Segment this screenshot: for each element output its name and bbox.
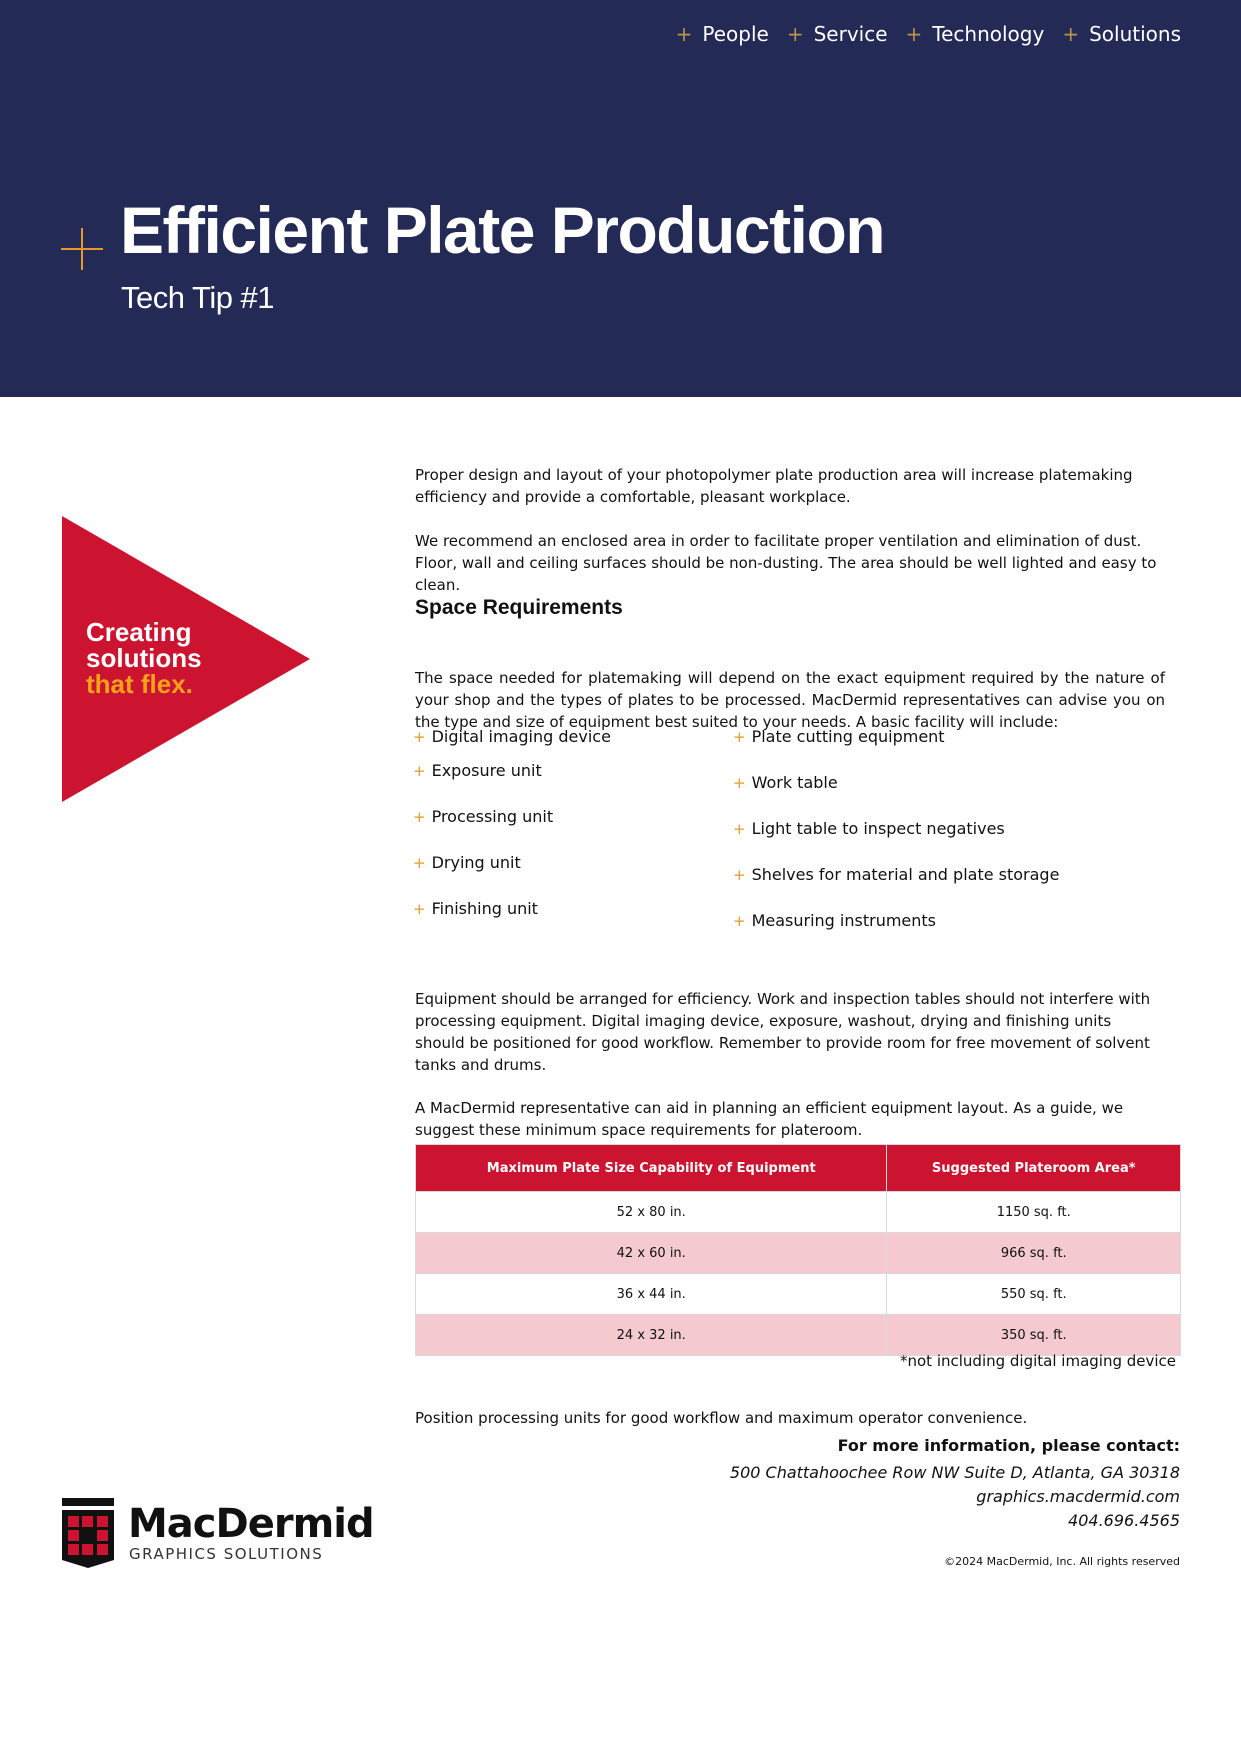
table-row: [416, 1274, 1181, 1315]
contact-phone[interactable]: 404.696.4565: [1068, 1511, 1180, 1530]
plus-icon: +: [413, 728, 426, 746]
section-heading: Space Requirements: [415, 596, 623, 619]
contact-website[interactable]: graphics.macdermid.com: [976, 1487, 1180, 1506]
table-footnote: *not including digital imaging device: [900, 1352, 1177, 1370]
plus-icon: +: [413, 900, 426, 918]
logo-wordmark: MacDermid: [128, 1501, 374, 1547]
list-item: + Exposure unit: [413, 761, 542, 780]
tagline-line-3: that flex.: [86, 669, 193, 699]
table-header: Suggested Plateroom Area*: [887, 1145, 1181, 1192]
plus-icon: +: [413, 808, 426, 826]
list-item: + Digital imaging device: [413, 727, 611, 746]
copyright-notice: ©2024 MacDermid, Inc. All rights reserved: [944, 1555, 1180, 1568]
contact-heading: For more information, please contact:: [837, 1436, 1180, 1455]
list-item: + Measuring instruments: [733, 911, 937, 930]
plus-icon: +: [733, 866, 746, 884]
plus-icon: +: [733, 820, 746, 838]
table-cell: 42 x 60 in.: [416, 1233, 887, 1274]
list-item: + Shelves for material and plate storage: [733, 865, 1060, 884]
table-cell: 966 sq. ft.: [887, 1233, 1181, 1274]
title-plus-icon: [61, 228, 103, 270]
nav-item-technology: + Technology: [905, 22, 1045, 46]
closing-paragraph: Position processing units for good workflow and maximum operator convenience.: [415, 1409, 1028, 1427]
plus-icon: +: [786, 22, 804, 46]
plus-icon: +: [733, 774, 746, 792]
macdermid-logo-icon: [62, 1498, 114, 1568]
intro-paragraph-1: Proper design and layout of your photopolymer plate production area will increase platemaking efficiency and provide a comfortable, pleasant workplace.: [415, 466, 1133, 506]
contact-address: 500 Chattahoochee Row NW Suite D, Atlanta, GA 30318: [729, 1463, 1180, 1482]
table-row: [416, 1233, 1181, 1274]
plus-icon: +: [413, 762, 426, 780]
list-item: + Plate cutting equipment: [733, 727, 945, 746]
nav-item-solutions: + Solutions: [1062, 22, 1181, 46]
table-cell: 36 x 44 in.: [416, 1274, 887, 1315]
space-paragraph: The space needed for platemaking will depend on the exact equipment required by the nature of your shop and the types of plates to be processed. MacDermid representatives can advise you on the type and size of equipment best suited to your needs. A basic facility will include:: [415, 669, 1165, 731]
list-item: + Finishing unit: [413, 899, 538, 918]
table-cell: 1150 sq. ft.: [887, 1192, 1181, 1233]
tagline-line-2: solutions: [86, 643, 202, 673]
nav-item-people: + People: [675, 22, 769, 46]
plus-icon: +: [733, 728, 746, 746]
nav-item-service: + Service: [786, 22, 888, 46]
guide-paragraph: A MacDermid representative can aid in planning an efficient equipment layout. As a guide, we suggest these minimum space requirements for plateroom.: [415, 1099, 1124, 1139]
table-row: [416, 1315, 1181, 1356]
intro-paragraph-2: We recommend an enclosed area in order to facilitate proper ventilation and elimination of dust. Floor, wall and ceiling surfaces should be non-dusting. The area should be well lighted and easy to clean.: [415, 532, 1157, 594]
table-cell: 550 sq. ft.: [887, 1274, 1181, 1315]
plus-icon: +: [733, 912, 746, 930]
plus-icon: +: [413, 854, 426, 872]
logo-subtitle: GRAPHICS SOLUTIONS: [129, 1545, 324, 1563]
list-item: + Work table: [733, 773, 838, 792]
table-cell: 24 x 32 in.: [416, 1315, 887, 1356]
table-cell: 52 x 80 in.: [416, 1192, 887, 1233]
table-cell: 350 sq. ft.: [887, 1315, 1181, 1356]
tagline-line-1: Creating: [86, 617, 192, 647]
table-header-row: [416, 1145, 1181, 1192]
equipment-paragraph: Equipment should be arranged for efficiency. Work and inspection tables should not interfere with processing equipment. Digital imaging device, exposure, washout, drying and finishing units should be positioned for good workflow. Remember to provide room for free movement of solvent tanks and drums.: [415, 990, 1151, 1074]
list-item: + Drying unit: [413, 853, 521, 872]
list-item: + Light table to inspect negatives: [733, 819, 1005, 838]
plus-icon: +: [1062, 22, 1080, 46]
list-item: + Processing unit: [413, 807, 554, 826]
page-subtitle: Tech Tip #1: [121, 280, 275, 315]
plus-icon: +: [905, 22, 923, 46]
table-row: [416, 1192, 1181, 1233]
header-banner: [0, 0, 1241, 397]
page-title: Efficient Plate Production: [120, 193, 885, 267]
plus-icon: +: [675, 22, 693, 46]
table-header: Maximum Plate Size Capability of Equipment: [416, 1145, 887, 1192]
plateroom-table: [415, 1144, 1181, 1356]
top-nav: [658, 22, 1181, 46]
